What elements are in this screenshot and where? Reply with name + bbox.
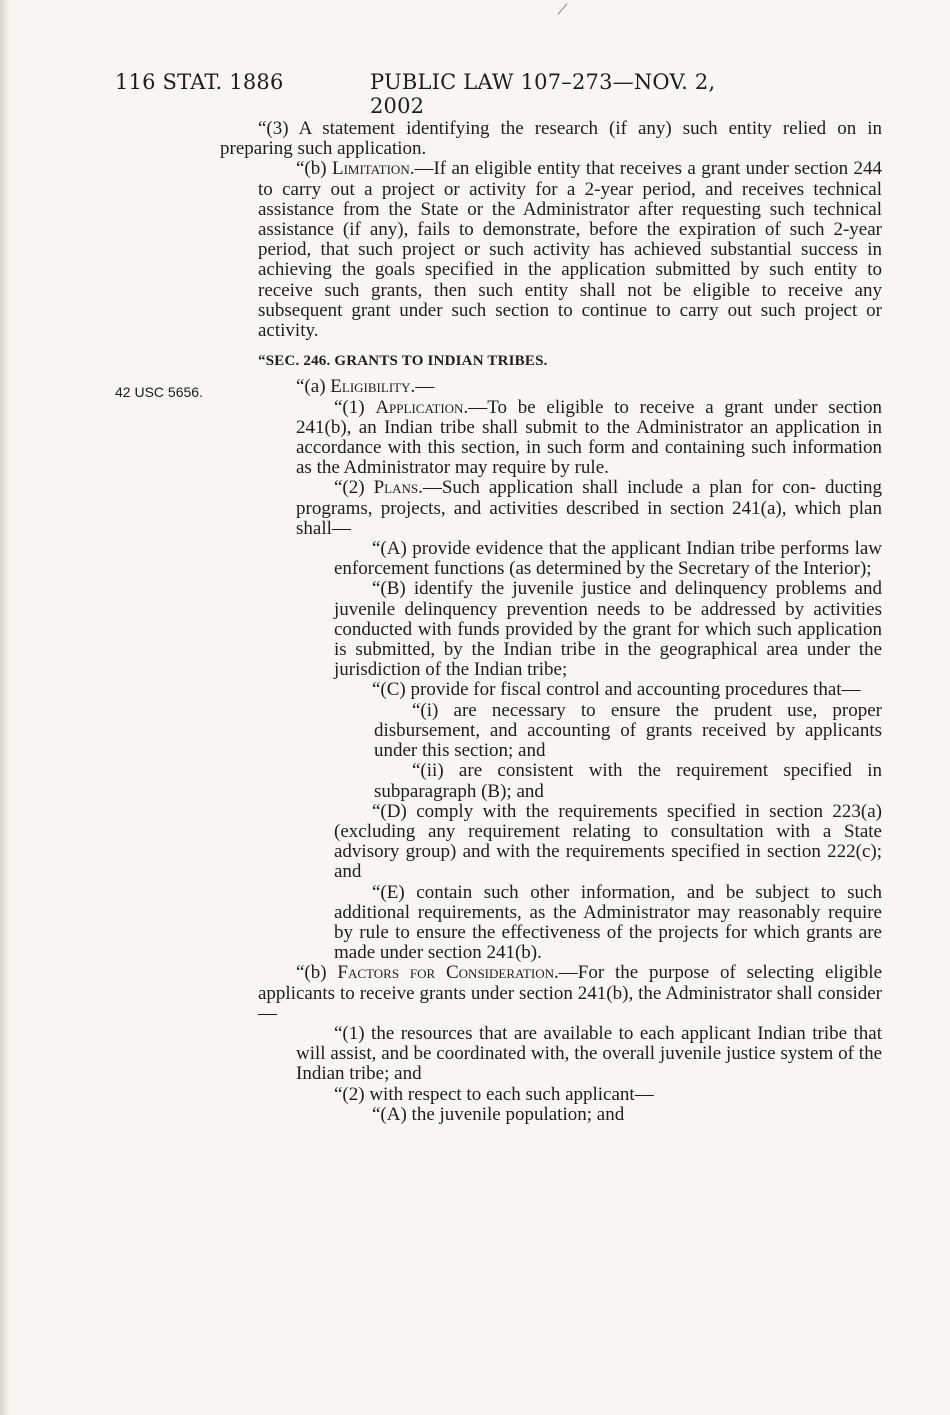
clause-ii: “(ii) are consistent with the requirement specified in subparagraph (B); and xyxy=(374,760,882,802)
subsection-b-factors xyxy=(258,963,882,1024)
margin-citation: 42 USC 5656. xyxy=(115,384,203,400)
subsection-a-eligibility xyxy=(258,377,882,397)
paragraph-2-open: “(2) xyxy=(334,477,374,499)
subsection-bf-open: “(b) xyxy=(296,962,338,984)
subparagraph-b: “(B) identify the juvenile justice and delinquency problems and juvenile delinquency prevention needs to be addressed by activities conducted with funds provided by the grant for which such application is submitted, by the Indian tribe in the geographical area under the jurisdiction of the Indian tribe; xyxy=(334,578,882,681)
section-246-heading: “SEC. 246. GRANTS TO INDIAN TRIBES. xyxy=(258,353,548,370)
paragraph-1-text: section 241(b), an Indian tribe shall submit to the Administrator an application in accordance with this section, in such form and containing such information as the Administrator may require by rule. xyxy=(296,396,883,479)
factor-2-applicant: “(2) with respect to each such applicant— xyxy=(334,1083,654,1105)
paragraph-3-statement: “(3) A statement identifying the research (if any) such entity relied on in preparing such application. xyxy=(220,118,882,160)
paragraph-2-dash: .—Such application shall include a plan for con- xyxy=(418,477,817,499)
paragraph-1-dash: .—To be eligible to receive a grant under xyxy=(463,396,818,418)
subsection-a-open: “(a) xyxy=(296,376,331,398)
paragraph-2-heading: Plans xyxy=(373,477,419,499)
subsection-bf-heading: Factors for Consideration xyxy=(337,962,554,984)
subparagraph-a: “(A) provide evidence that the applicant Indian tribe performs law enforcement functions (as determined by the Secretary of the Interior); xyxy=(334,538,882,580)
statute-page-number: 116 STAT. 1886 xyxy=(115,70,284,94)
factor-2a-population: “(A) the juvenile population; and xyxy=(372,1103,625,1125)
subparagraph-e: “(E) contain such other information, and be subject to such additional requirements, as the Administrator may reasonably require by rule to ensure the effectiveness of the projects for which grants are made under section 241(b). xyxy=(334,881,882,964)
subsection-a-heading: Eligibility xyxy=(330,376,411,398)
paragraph-1-application xyxy=(258,398,882,479)
paragraph-1-heading: Application xyxy=(375,396,464,418)
subsection-bf-dash: .—For the purpose of selecting xyxy=(554,962,815,984)
statute-text xyxy=(220,118,883,1125)
public-law-citation: PUBLIC LAW 107–273—NOV. 2, 2002 xyxy=(370,70,716,118)
subparagraph-d: “(D) comply with the requirements specified in section 223(a) (excluding any requirement relating to consultation with a State advisory group) and with the requirements specified in section 222(c); and xyxy=(334,800,882,883)
subsection-b-text: under section 244 to carry out a project or activity for a 2-year period, and receives technical assistance from the State or the Administrator after requesting such technical assistance (if any), fails to demonstrate, before the expiration of such 2-year period, that such project or such activity has achieved substantial success in achieving the goals specified in the application submitted by such entity to receive such grants, then such entity shall not be eligible to receive any subsequent grant under such section to continue to carry out such project or activity. xyxy=(258,158,883,342)
paragraph-1-open: “(1) xyxy=(334,396,376,418)
subsection-b-limitation xyxy=(258,159,882,341)
paragraph-2-text: ducting programs, projects, and activities described in section 241(a), which plan shall— xyxy=(296,477,882,539)
subsection-a-dash: .— xyxy=(410,376,435,398)
clause-i: “(i) are necessary to ensure the prudent use, proper disbursement, and accounting of grants received by applicants under this section; and xyxy=(374,699,882,762)
subsection-bf-text: eligible applicants to receive grants under section 241(b), the Administrator shall consider— xyxy=(258,962,882,1024)
scan-mark xyxy=(558,3,568,14)
subsection-b-dash: .—If an eligible entity that receives a grant xyxy=(409,158,741,180)
paragraph-2-plans xyxy=(258,478,882,539)
page-binding-shadow xyxy=(0,0,10,1415)
running-header xyxy=(115,70,775,118)
subparagraph-c: “(C) provide for fiscal control and accounting procedures that— xyxy=(372,679,861,701)
factor-1-resources: “(1) the resources that are available to each applicant Indian tribe that will assist, and be coordinated with, the overall juvenile justice system of the Indian tribe; and xyxy=(296,1022,882,1085)
subsection-b-open: “(b) xyxy=(296,158,332,180)
subsection-b-heading: Limitation xyxy=(331,158,410,180)
